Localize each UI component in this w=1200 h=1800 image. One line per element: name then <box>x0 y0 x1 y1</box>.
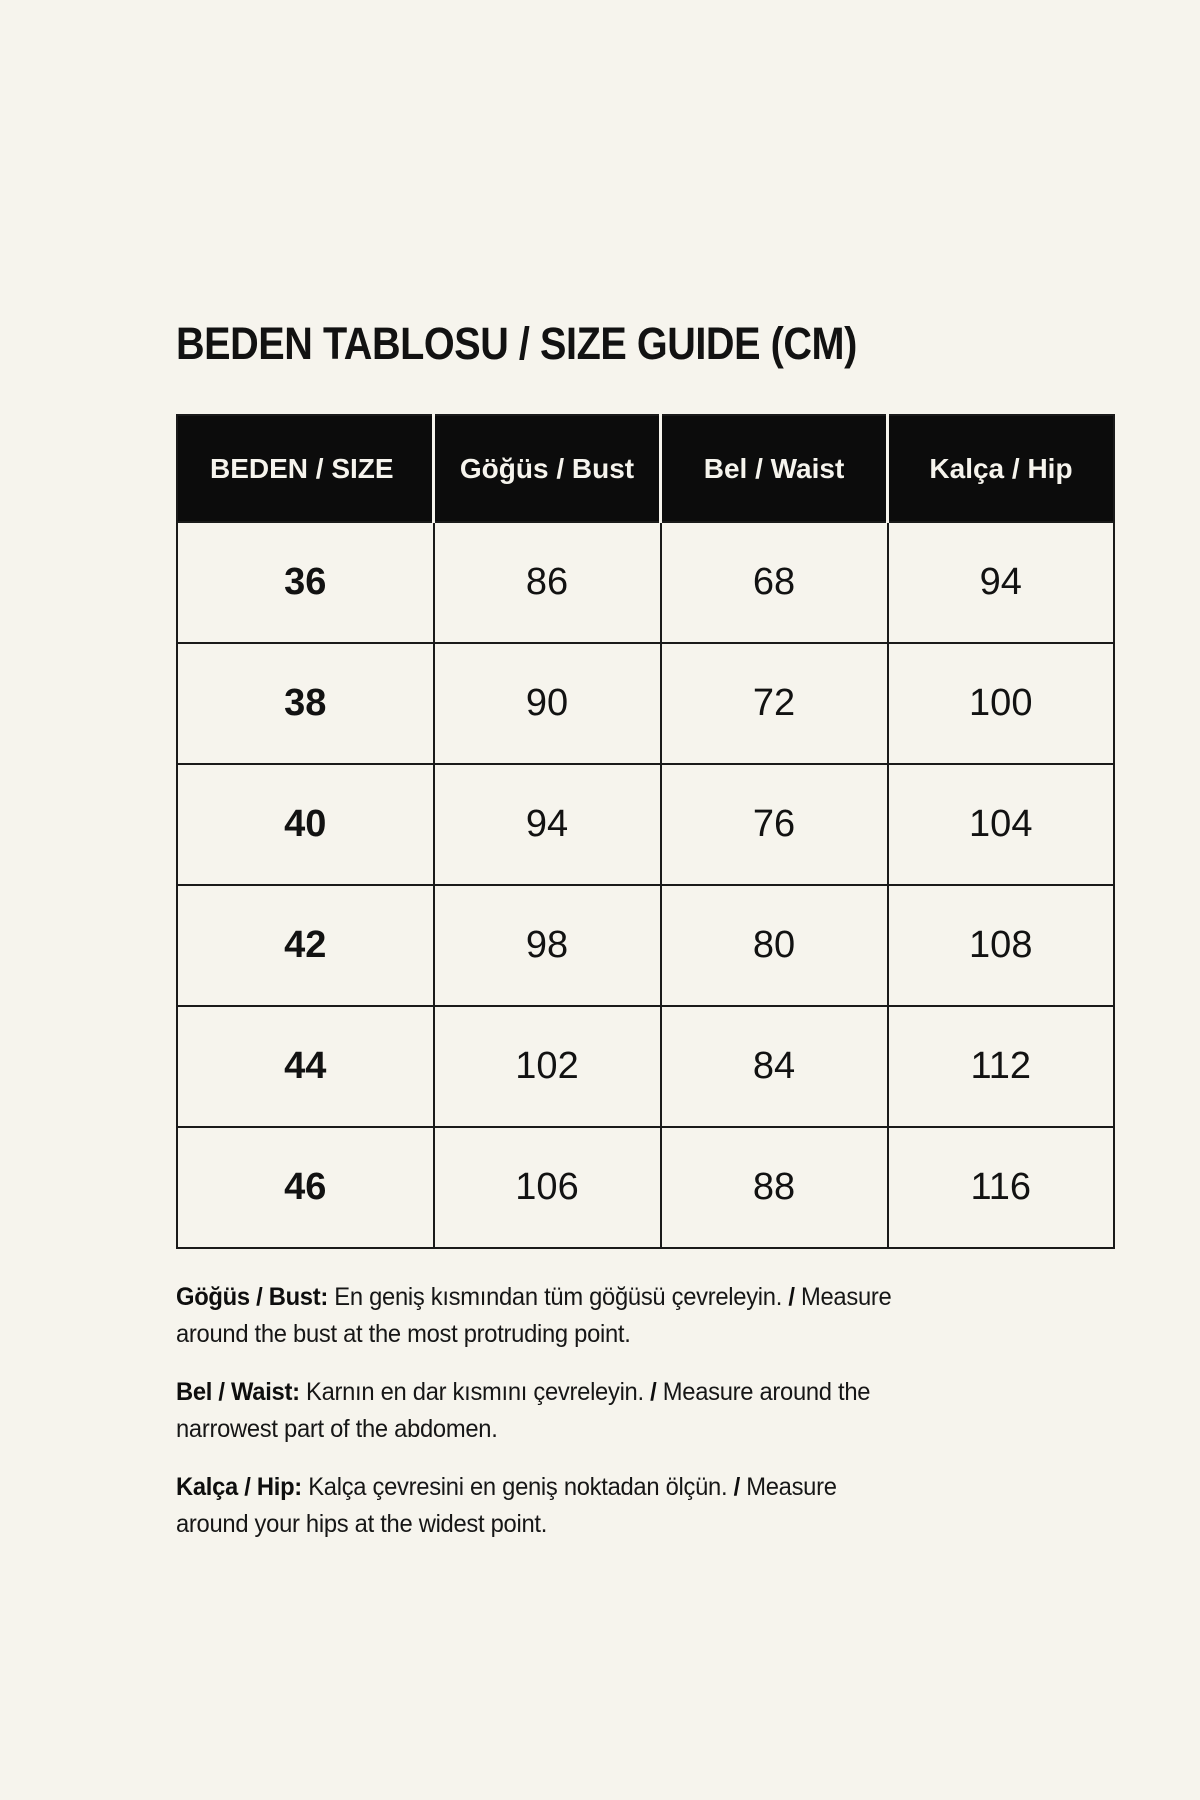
waist-cell: 72 <box>661 643 888 764</box>
table-row <box>177 522 1114 643</box>
note-bust <box>176 1279 912 1353</box>
page-title: BEDEN TABLOSU / SIZE GUIDE (CM) <box>176 318 857 369</box>
size-cell: 44 <box>177 1006 434 1127</box>
column-header-hip: Kalça / Hip <box>888 415 1115 522</box>
column-header-size: BEDEN / SIZE <box>177 415 434 522</box>
size-cell: 42 <box>177 885 434 1006</box>
note-hip <box>176 1469 912 1543</box>
hip-cell: 104 <box>888 764 1115 885</box>
bust-cell: 90 <box>434 643 661 764</box>
size-cell: 36 <box>177 522 434 643</box>
note-separator: / <box>650 1378 657 1406</box>
hip-cell: 108 <box>888 885 1115 1006</box>
size-cell: 40 <box>177 764 434 885</box>
note-waist-label: Bel / Waist: <box>176 1378 300 1406</box>
bust-cell: 102 <box>434 1006 661 1127</box>
bust-cell: 106 <box>434 1127 661 1248</box>
note-waist-english: Measure around the narrowest part of the abdomen. <box>176 1378 871 1443</box>
table-row <box>177 1127 1114 1248</box>
note-waist <box>176 1374 912 1448</box>
hip-cell: 100 <box>888 643 1115 764</box>
note-bust-label: Göğüs / Bust: <box>176 1283 328 1311</box>
note-separator: / <box>733 1473 740 1501</box>
size-cell: 46 <box>177 1127 434 1248</box>
waist-cell: 68 <box>661 522 888 643</box>
waist-cell: 84 <box>661 1006 888 1127</box>
size-cell: 38 <box>177 643 434 764</box>
note-hip-label: Kalça / Hip: <box>176 1473 302 1501</box>
waist-cell: 76 <box>661 764 888 885</box>
table-row <box>177 1006 1114 1127</box>
column-header-bust: Göğüs / Bust <box>434 415 661 522</box>
note-separator: / <box>788 1283 795 1311</box>
waist-cell: 88 <box>661 1127 888 1248</box>
bust-cell: 94 <box>434 764 661 885</box>
note-hip-english: Measure around your hips at the widest point. <box>176 1473 837 1538</box>
size-table-body <box>177 522 1114 1248</box>
hip-cell: 94 <box>888 522 1115 643</box>
bust-cell: 86 <box>434 522 661 643</box>
table-row <box>177 885 1114 1006</box>
note-hip-turkish: Kalça çevresini en geniş noktadan ölçün. <box>308 1473 728 1501</box>
hip-cell: 112 <box>888 1006 1115 1127</box>
table-row <box>177 643 1114 764</box>
waist-cell: 80 <box>661 885 888 1006</box>
size-table <box>176 414 1115 1249</box>
size-table-header <box>177 415 1114 522</box>
measurement-notes <box>176 1279 912 1564</box>
bust-cell: 98 <box>434 885 661 1006</box>
header-row <box>177 415 1114 522</box>
note-waist-turkish: Karnın en dar kısmını çevreleyin. <box>306 1378 644 1406</box>
note-bust-turkish: En geniş kısmından tüm göğüsü çevreleyin. <box>334 1283 783 1311</box>
hip-cell: 116 <box>888 1127 1115 1248</box>
note-bust-english: Measure around the bust at the most protruding point. <box>176 1283 892 1348</box>
column-header-waist: Bel / Waist <box>661 415 888 522</box>
table-row <box>177 764 1114 885</box>
